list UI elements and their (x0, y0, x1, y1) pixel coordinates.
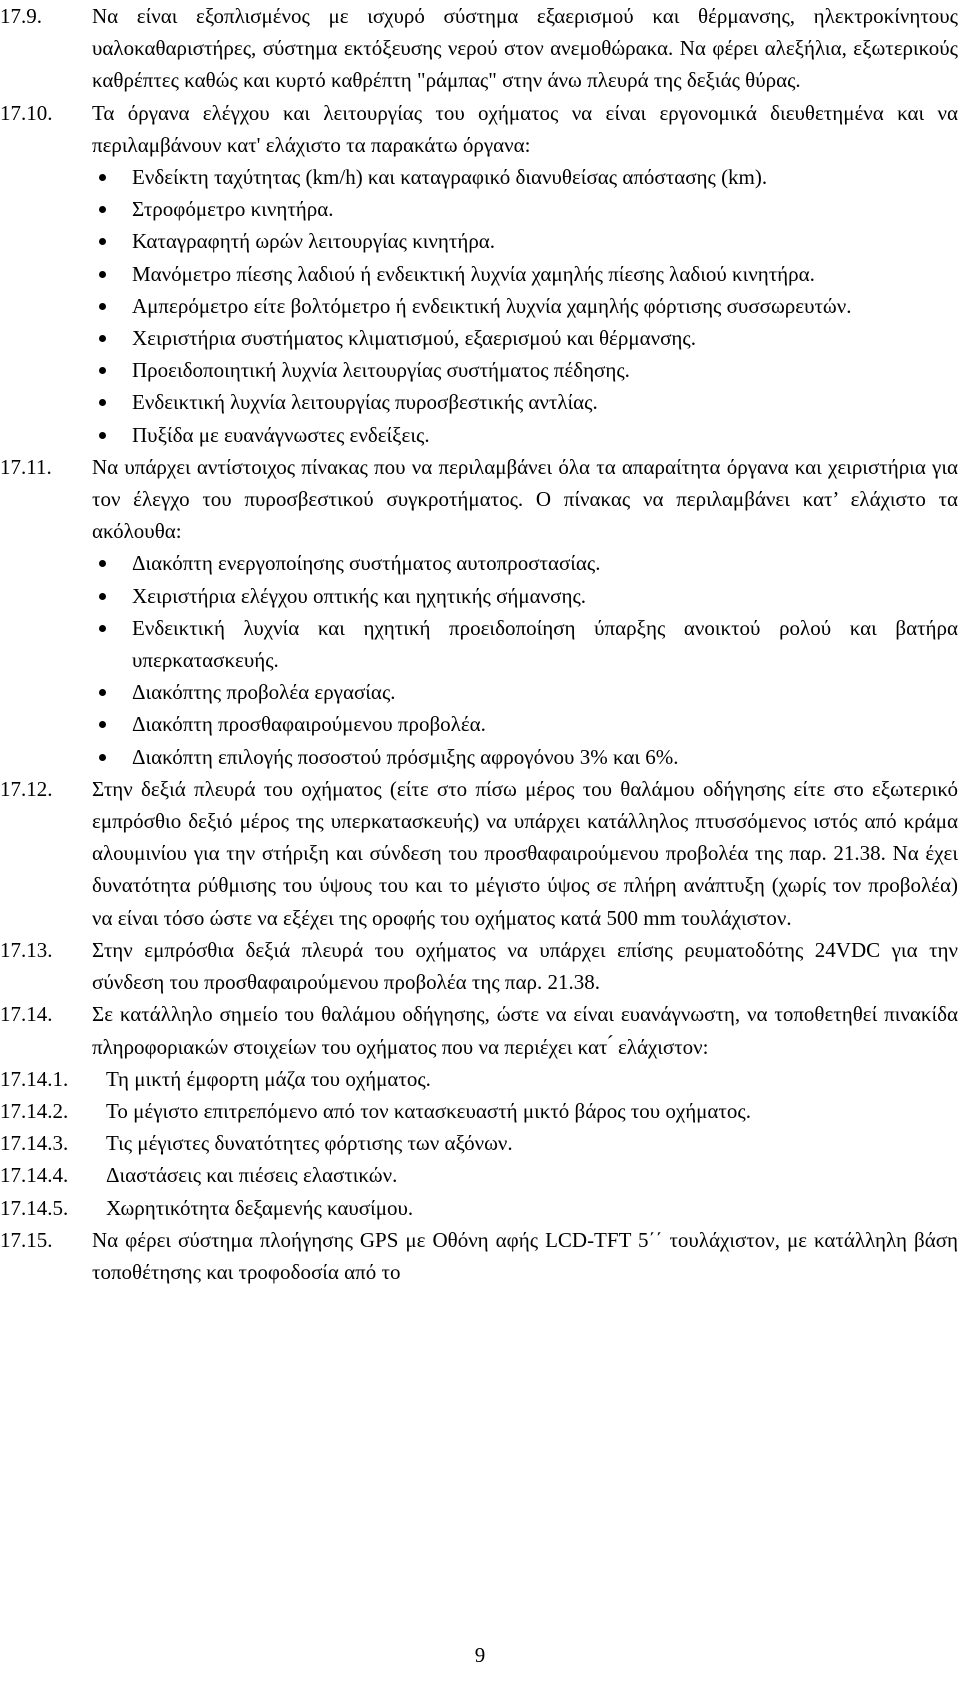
section-text: Τα όργανα ελέγχου και λειτουργίας του οχήματος να είναι εργονομικά διευθετημένα και να περιλαμβάνουν κατ' ελάχιστο τα παρακάτω όργανα: (92, 100, 958, 157)
instrument-list (92, 161, 958, 451)
list-item: Διακόπτη επιλογής ποσοστού πρόσμιξης αφρογόνου 3% και 6%. (92, 741, 958, 773)
page-number: 9 (474, 1643, 486, 1667)
section-text: Να φέρει σύστημα πλοήγησης GPS με Οθόνη αφής LCD-TFT 5΄΄ τουλάχιστον, με κατάλληλη βάση τοποθέτησης και τροφοδοσία από το (92, 1227, 958, 1284)
section-17-15 (0, 1224, 958, 1288)
list-item: Διακόπτης προβολέα εργασίας. (92, 676, 958, 708)
list-item: Ενδεικτική λυχνία και ηχητική προειδοποίηση ύπαρξης ανοικτού ρολού και βατήρα υπερκατασκευής. (92, 612, 958, 676)
list-item: Διακόπτη ενεργοποίησης συστήματος αυτοπροστασίας. (92, 547, 958, 579)
section-17-14 (0, 998, 958, 1062)
section-text: Να είναι εξοπλισμένος με ισχυρό σύστημα εξαερισμού και θέρμανσης, ηλεκτροκίνητους υαλοκαθαριστήρες, σύστημα εκτόξευσης νερού στον ανεμοθώρακα. Να φέρει αλεξήλια, εξωτερικούς καθρέπτες καθώς και κυρτό καθρέπτη "ράμπας" στην άνω πλευρά της δεξιάς θύρας. (92, 4, 958, 93)
subsection-number: 17.14.1. (0, 1066, 69, 1091)
section-17-12 (0, 773, 958, 934)
section-17-10 (0, 97, 958, 451)
subsection-number: 17.14.4. (0, 1163, 69, 1188)
section-17-9 (0, 0, 958, 97)
section-number: 17.15. (0, 1227, 53, 1252)
list-item: Προειδοποιητική λυχνία λειτουργίας συστήματος πέδησης. (92, 354, 958, 386)
subsection-text: Το μέγιστο επιτρεπόμενο από τον κατασκευαστή μικτό βάρος του οχήματος. (106, 1098, 751, 1123)
section-17-13 (0, 934, 958, 998)
section-number: 17.14. (0, 1002, 53, 1027)
panel-control-list (92, 547, 958, 772)
list-item: Χειριστήρια ελέγχου οπτικής και ηχητικής σήμανσης. (92, 580, 958, 612)
subsection-17-14-2 (0, 1095, 958, 1127)
section-text: Στην εμπρόσθια δεξιά πλευρά του οχήματος να υπάρχει επίσης ρευματοδότης 24VDC για την σύνδεση του προσθαφαιρούμενου προβολέα της παρ. 21.38. (92, 937, 958, 995)
section-number: 17.11. (0, 454, 52, 479)
subsection-text: Τις μέγιστες δυνατότητες φόρτισης των αξόνων. (106, 1131, 513, 1156)
section-text: Σε κατάλληλο σημείο του θαλάμου οδήγησης, ώστε να είναι ευανάγνωστη, να τοποθετηθεί πινακίδα πληροφοριακών στοιχείων του οχήματος που να περιέχει κατ ́ ελάχιστον: (92, 1002, 958, 1059)
section-number: 17.10. (0, 100, 53, 125)
list-item: Ενδεικτική λυχνία λειτουργίας πυροσβεστικής αντλίας. (92, 386, 958, 418)
subsection-17-14-5 (0, 1192, 958, 1224)
list-item: Διακόπτη προσθαφαιρούμενου προβολέα. (92, 708, 958, 740)
list-item: Αμπερόμετρο είτε βολτόμετρο ή ενδεικτική λυχνία χαμηλής φόρτισης συσσωρευτών. (92, 290, 958, 322)
list-item: Καταγραφητή ωρών λειτουργίας κινητήρα. (92, 225, 958, 257)
section-number: 17.9. (0, 4, 42, 28)
section-17-11 (0, 451, 958, 773)
section-text: Στην δεξιά πλευρά του οχήματος (είτε στο πίσω μέρος του θαλάμου οδήγησης είτε στο εξωτερικό εμπρόσθιο δεξιό μέρος της υπερκατασκευής) να υπάρχει κατάλληλος πτυσσόμενος ιστός από κράμα αλουμινίου για την στήριξη και σύνδεση του προσθαφαιρούμενου προβολέα της παρ. 21.38. Να έχει δυνατότητα ρύθμισης του ύψους του και το μέγιστο ύψος σε πλήρη ανάπτυξη (χωρίς τον προβολέα) να είναι τόσο ώστε να εξέχει της οροφής του οχήματος κατά 500 mm τουλάχιστον. (92, 776, 958, 930)
subsection-number: 17.14.2. (0, 1098, 69, 1123)
subsection-17-14-1 (0, 1063, 958, 1095)
section-number: 17.12. (0, 776, 53, 801)
subsection-17-14-4 (0, 1159, 958, 1191)
section-text: Να υπάρχει αντίστοιχος πίνακας που να περιλαμβάνει όλα τα απαραίτητα όργανα και χειριστήρια για τον έλεγχο του πυροσβεστικού συγκροτήματος. Ο πίνακας να περιλαμβάνει κατ’ ελάχιστο τα ακόλουθα: (92, 454, 958, 544)
subsection-17-14-3 (0, 1127, 958, 1159)
list-item: Στροφόμετρο κινητήρα. (92, 193, 958, 225)
section-number: 17.13. (0, 937, 53, 962)
subsection-number: 17.14.5. (0, 1195, 69, 1220)
list-item: Χειριστήρια συστήματος κλιματισμού, εξαερισμού και θέρμανσης. (92, 322, 958, 354)
subsection-text: Τη μικτή έμφορτη μάζα του οχήματος. (106, 1066, 431, 1091)
list-item: Πυξίδα με ευανάγνωστες ενδείξεις. (92, 419, 958, 451)
subsection-number: 17.14.3. (0, 1131, 69, 1156)
subsection-text: Χωρητικότητα δεξαμενής καυσίμου. (106, 1195, 414, 1220)
list-item: Ενδείκτη ταχύτητας (km/h) και καταγραφικό διανυθείσας απόστασης (km). (92, 161, 958, 193)
subsection-text: Διαστάσεις και πιέσεις ελαστικών. (106, 1163, 398, 1188)
list-item: Μανόμετρο πίεσης λαδιού ή ενδεικτική λυχνία χαμηλής πίεσης λαδιού κινητήρα. (92, 258, 958, 290)
